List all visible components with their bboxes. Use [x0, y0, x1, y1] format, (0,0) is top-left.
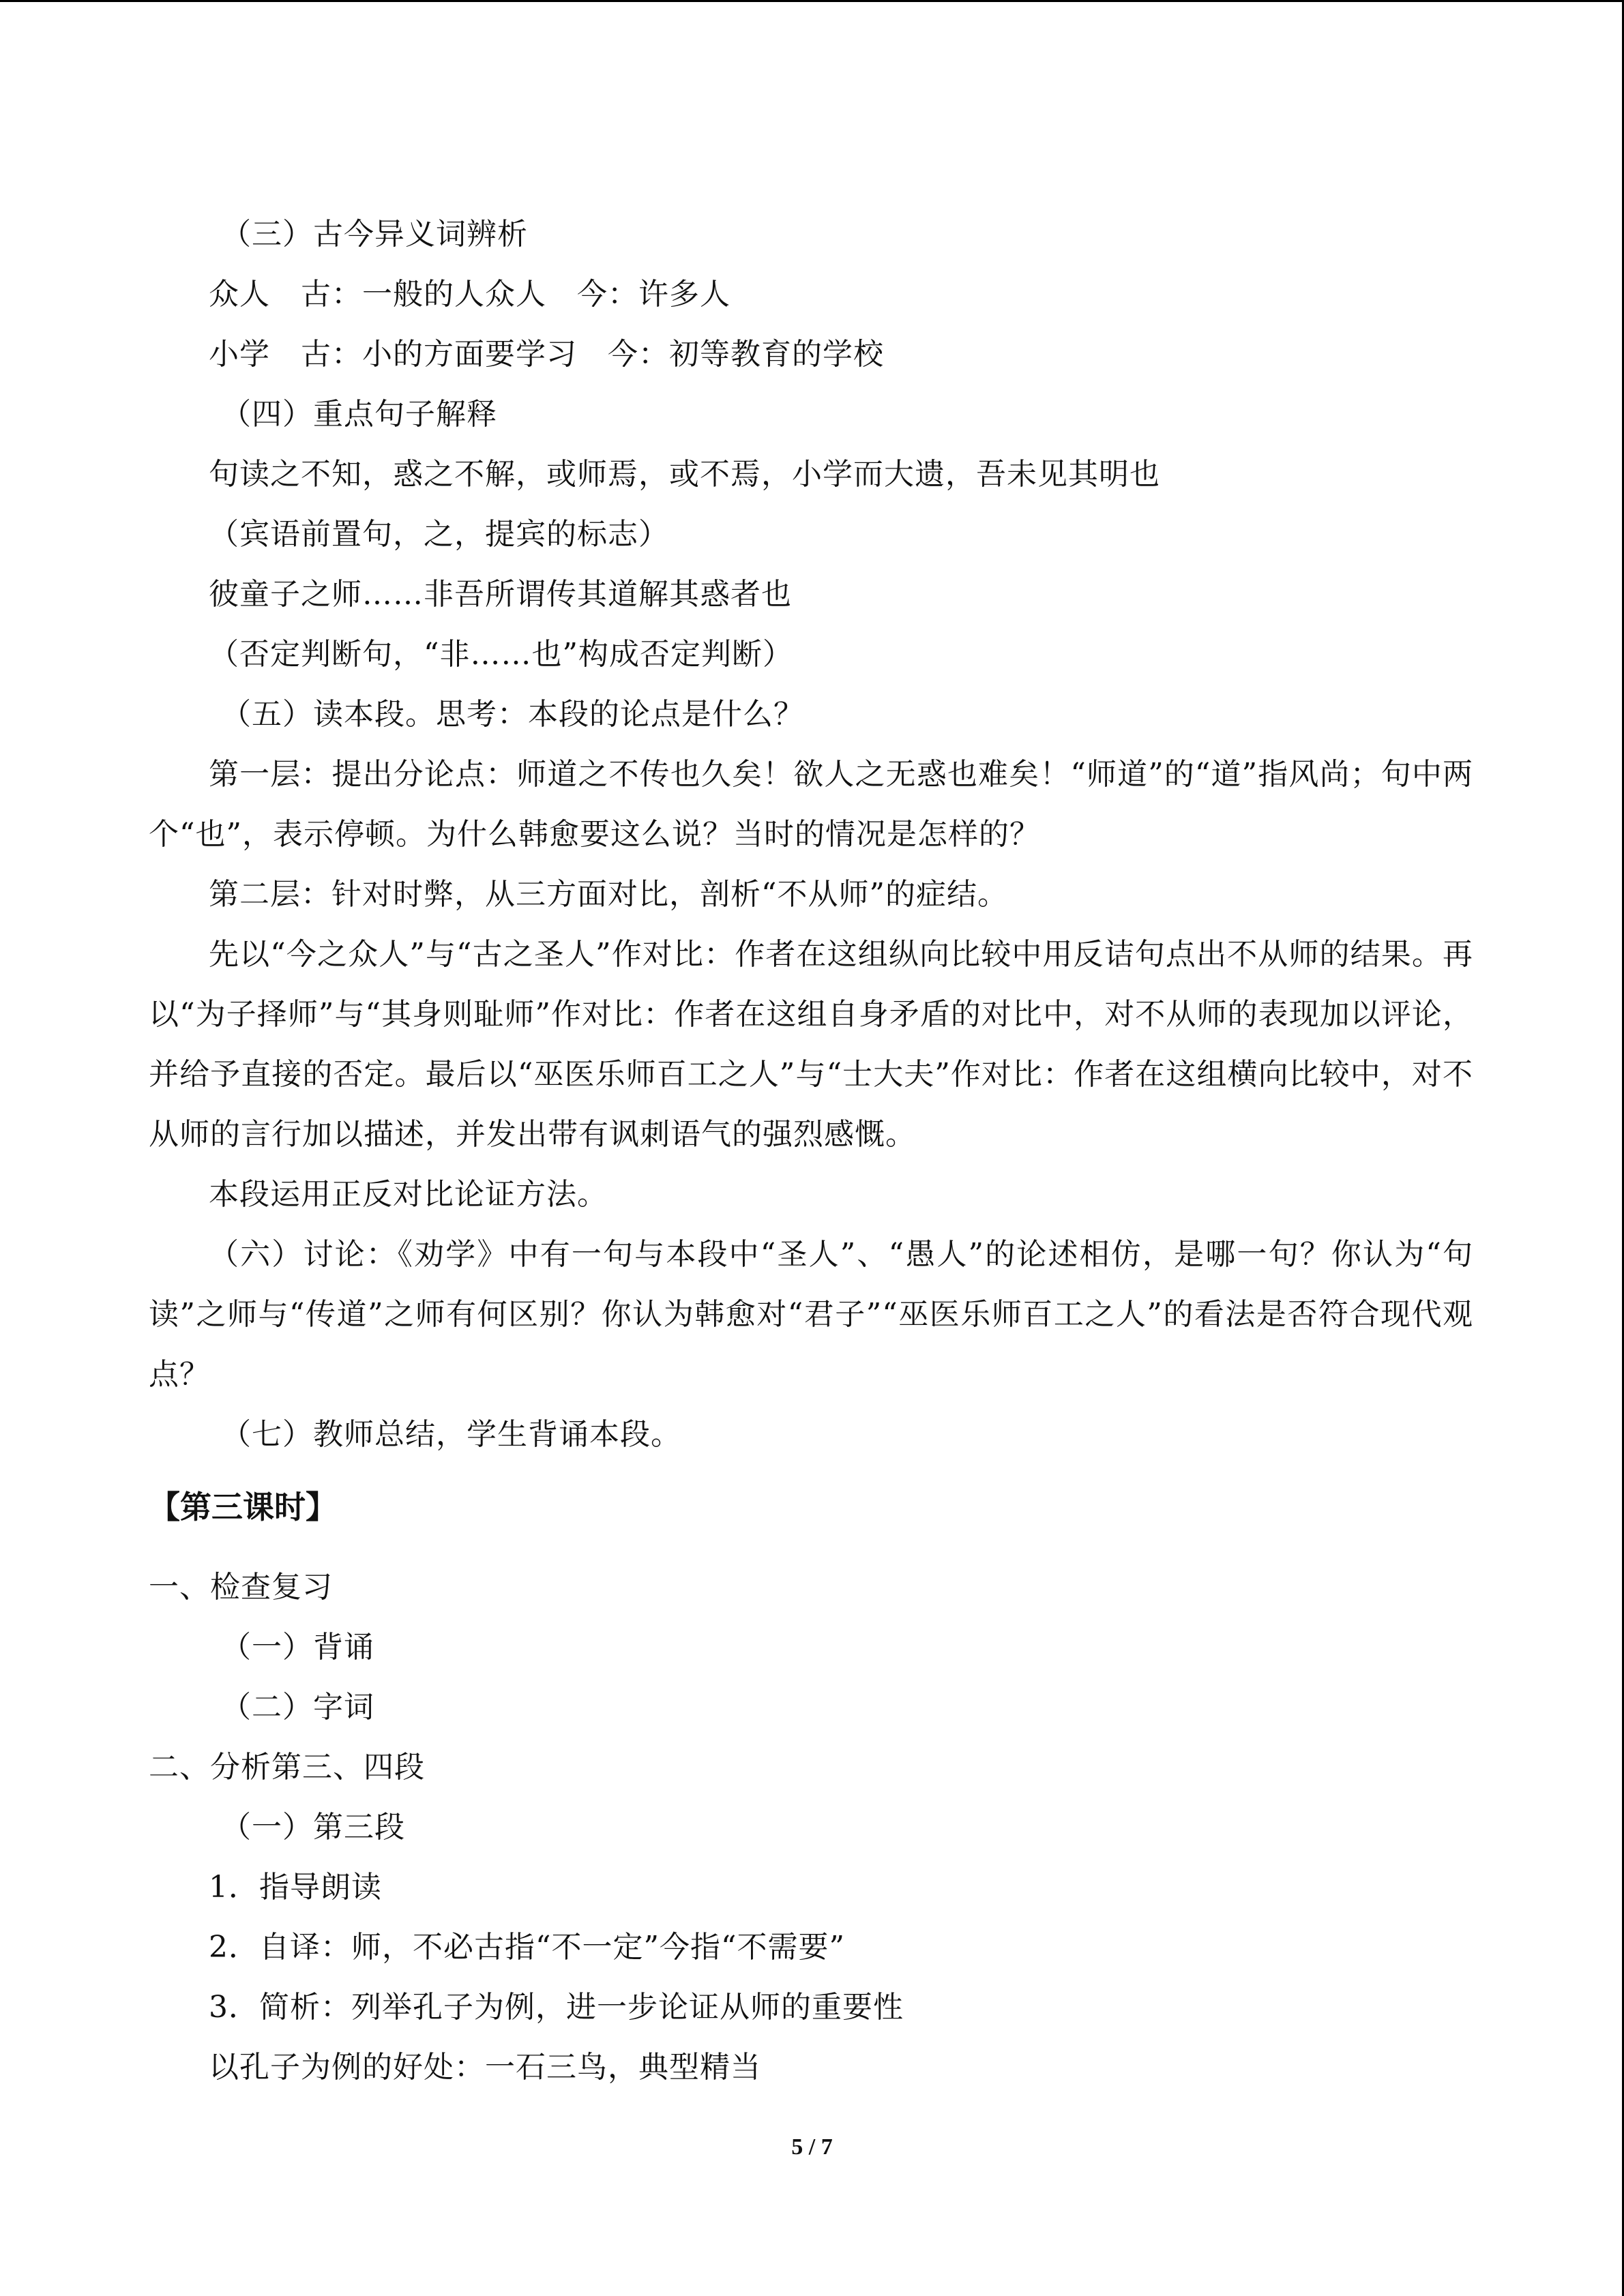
- subheading-ancient-modern-words: （三）古今异义词辨析: [221, 217, 528, 252]
- step-check-review: 一、检查复习: [149, 1570, 333, 1605]
- word-entry-xiaoxue: 小学 古：小的方面要学习 今：初等教育的学校: [209, 337, 884, 372]
- teacher-summary-line: （七）教师总结，学生背诵本段。: [221, 1417, 681, 1452]
- key-sentence-2-note: （否定判断句，“非……也”构成否定判断）: [209, 637, 793, 672]
- item-self-translation: 2．自译：师，不必古指“不一定”今指“不需要”: [209, 1930, 845, 1965]
- subheading-key-sentences: （四）重点句子解释: [221, 397, 497, 432]
- word-entry-zhongren: 众人 古：一般的人众人 今：许多人: [209, 277, 730, 312]
- step-vocabulary: （二）字词: [221, 1690, 374, 1725]
- key-sentence-2: 彼童子之师……非吾所谓传其道解其惑者也: [209, 577, 792, 612]
- item-brief-analysis: 3．简析：列举孔子为例，进一步论证从师的重要性: [209, 1990, 904, 2025]
- key-sentence-1: 句读之不知，惑之不解，或师焉，或不焉，小学而大遗，吾未见其明也: [209, 457, 1160, 492]
- step-recite: （一）背诵: [221, 1630, 374, 1665]
- top-border-rule: [0, 0, 1624, 2]
- document-page: [149, 205, 1473, 2098]
- paragraph-first-layer: 第一层：提出分论点：师道之不传也久矣！欲人之无惑也难矣！“师道”的“道”指风尚；句中两个“也”，表示停顿。为什么韩愈要这么说？当时的情况是怎样的？: [149, 757, 1473, 852]
- paragraph-comparison: 先以“今之众人”与“古之圣人”作对比：作者在这组纵向比较中用反诘句点出不从师的结果。再以“为子择师”与“其身则耻师”作对比：作者在这组自身矛盾的对比中，对不从师的表现加以评论，并给予直接的否定。最后以“巫医乐师百工之人”与“士大夫”作对比：作者在这组横向比较中，对不从师的言行加以描述，并发出带有讽刺语气的强烈感慨。: [149, 937, 1473, 1152]
- second-layer-line: 第二层：针对时弊，从三方面对比，剖析“不从师”的症结。: [209, 877, 1008, 912]
- section-heading-third-lesson: 【第三课时】: [149, 1489, 337, 1525]
- step-third-paragraph: （一）第三段: [221, 1810, 405, 1845]
- paragraph-discussion: （六）讨论：《劝学》中有一句与本段中“圣人”、“愚人”的论述相仿，是哪一句？你认为“句读”之师与“传道”之师有何区别？你认为韩愈对“君子”“巫医乐师百工之人”的看法是否符合现代观点？: [149, 1237, 1473, 1392]
- step-analyze-paragraphs: 二、分析第三、四段: [149, 1750, 425, 1785]
- item-guided-reading: 1．指导朗读: [209, 1870, 382, 1905]
- subheading-read-paragraph: （五）读本段。思考：本段的论点是什么？: [221, 697, 804, 732]
- method-summary-line: 本段运用正反对比论证方法。: [209, 1177, 608, 1212]
- key-sentence-1-note: （宾语前置句，之，提宾的标志）: [209, 517, 669, 552]
- page-number: 5 / 7: [791, 2134, 833, 2160]
- item-confucius-example: 以孔子为例的好处：一石三鸟，典型精当: [209, 2050, 761, 2085]
